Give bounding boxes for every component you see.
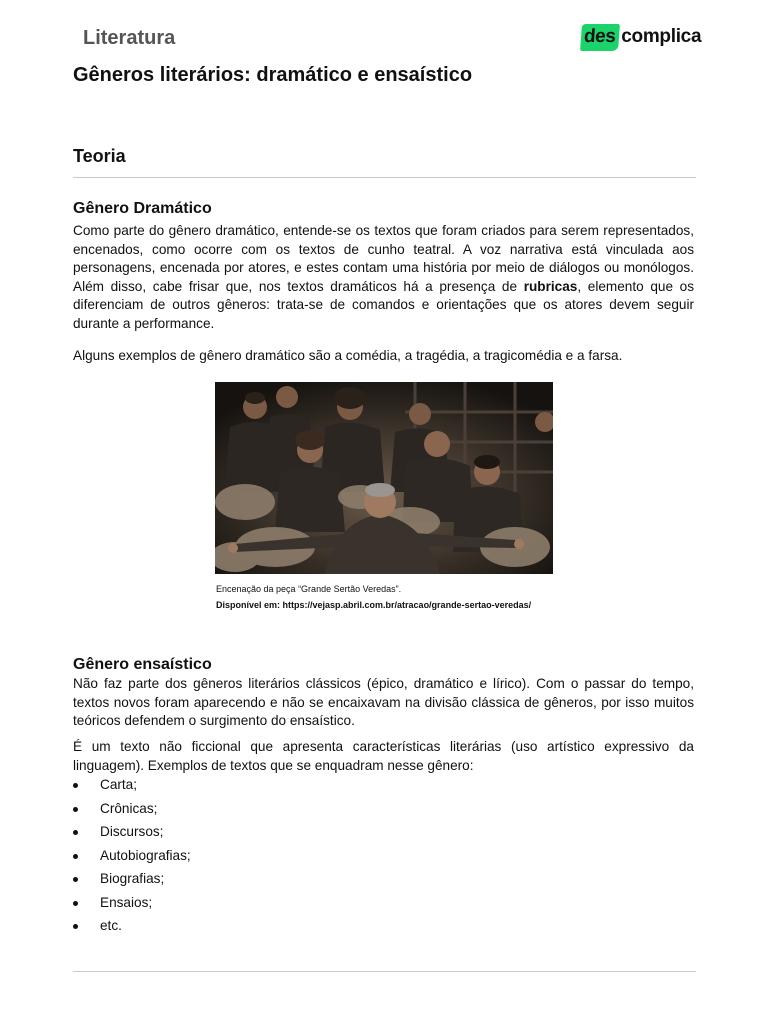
bullet-icon	[73, 783, 78, 788]
essay-heading: Gênero ensaístico	[73, 656, 212, 673]
list-item-text: Crônicas;	[100, 800, 158, 816]
bullet-icon	[73, 830, 78, 835]
list-item-text: etc.	[100, 918, 122, 933]
list-item-text: Discursos;	[100, 824, 164, 839]
footer-divider	[73, 971, 696, 972]
bullet-icon	[73, 924, 78, 929]
bullet-icon	[73, 854, 78, 859]
bullet-icon	[73, 807, 78, 812]
list-item	[73, 847, 191, 871]
list-item	[73, 917, 191, 941]
dramatic-paragraph-1	[73, 222, 694, 334]
dramatic-heading: Gênero Dramático	[73, 200, 212, 217]
list-item	[73, 800, 191, 824]
list-item-text: Carta;	[100, 777, 138, 792]
list-item	[73, 776, 191, 800]
list-item-text: Biografias;	[100, 871, 165, 886]
section-divider	[73, 177, 696, 178]
list-item	[73, 894, 191, 918]
rubricas-term: rubricas	[523, 278, 578, 294]
dramatic-text-a: Como parte do gênero dramático, entende-se os textos que foram criados para serem representados, encenados, como ocorre com os textos de cunho teatral. A voz narrativa está vinculada aos personagens, encenada por atores, e estes contam uma história por meio de diálogos ou monólogos. Além disso, cabe frisar que, nos textos dramáticos há a presença de	[73, 223, 694, 294]
essay-paragraph-1: Não faz parte dos gêneros literários clássicos (épico, dramático e lírico). Com o passar do tempo, textos novos foram aparecendo e não se encaixavam na divisão clássica de gêneros, por isso muitos teóricos defendem o surgimento do ensaístico.	[73, 676, 694, 729]
play-photo-illustration	[215, 382, 553, 574]
page-title: Gêneros literários: dramático e ensaístico	[73, 64, 473, 86]
play-photo	[215, 382, 553, 574]
dramatic-paragraph-2: Alguns exemplos de gênero dramático são a comédia, a tragédia, a tragicomédia e a farsa.	[73, 348, 623, 363]
descomplica-logo	[581, 21, 701, 53]
list-item-text: Autobiografias;	[100, 847, 191, 863]
photo-caption: Encenação da peça “Grande Sertão Veredas”.	[216, 584, 402, 594]
photo-source: Disponível em: https://vejasp.abril.com.br/atracao/grande-sertao-veredas/	[216, 600, 532, 610]
list-item	[73, 870, 191, 894]
dramatic-text-b: , elemento que os diferenciam de outros gêneros: trata-se de comandos e orientações que os atores devem seguir durante a performance.	[73, 278, 694, 331]
subject-label: Literatura	[83, 27, 176, 49]
logo-badge: des	[580, 24, 620, 51]
bullet-icon	[73, 901, 78, 906]
bullet-icon	[73, 877, 78, 882]
essay-paragraph-2: É um texto não ficcional que apresenta características literárias (uso artístico expressivo da linguagem). Exemplos de textos que se enquadram nesse gênero:	[73, 739, 694, 773]
logo-text: complica	[621, 26, 702, 47]
essay-examples-list	[73, 776, 191, 941]
list-item	[73, 823, 191, 847]
section-title: Teoria	[73, 146, 126, 166]
list-item-text: Ensaios;	[100, 894, 153, 910]
